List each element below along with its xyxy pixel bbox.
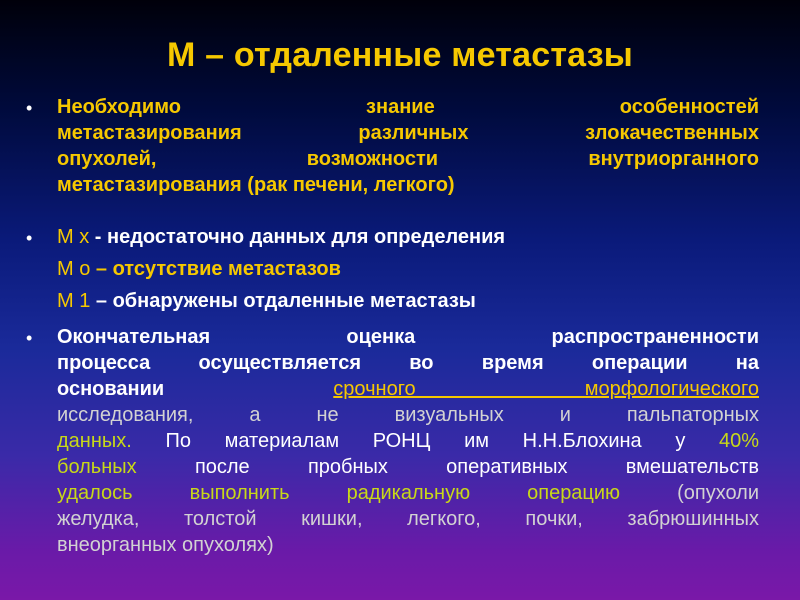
bullet-1-line-4: метастазирования (рак печени, легкого) bbox=[57, 174, 455, 196]
bullet-3-line-7 bbox=[57, 480, 759, 506]
text-40-percent: 40% bbox=[718, 430, 760, 452]
mx-line bbox=[57, 224, 505, 250]
mx-text: недостаточно данных для определения bbox=[107, 226, 506, 248]
m0-text: – отсутствие метастазов bbox=[95, 258, 341, 280]
bullet-3-line-6 bbox=[57, 454, 759, 480]
m0-line bbox=[57, 256, 341, 282]
bullet-1-line-1: Необходимо знание особенностей bbox=[57, 96, 759, 118]
text-osnovanii: основании bbox=[57, 378, 165, 400]
bullet-3-line-4: исследования, а не визуальных и пальпаторных bbox=[57, 404, 759, 426]
slide-title: М – отдаленные метастазы bbox=[166, 36, 634, 74]
bullet-1-line-3: опухолей, возможности внутриорганного bbox=[57, 148, 759, 170]
text-srochnogo: срочного морфологического bbox=[333, 378, 759, 400]
bullet-1-line-2: метастазирования различных злокачественных bbox=[57, 122, 759, 144]
bullet-marker: • bbox=[26, 228, 33, 248]
bullet-3-line-9: внеорганных опухолях) bbox=[57, 534, 274, 556]
mx-code: M x bbox=[57, 226, 90, 248]
bullet-3-line-2: процесса осуществляется во время операции на bbox=[57, 352, 759, 374]
m1-code: M 1 bbox=[57, 290, 91, 312]
bullet-3-line-8: желудка, толстой кишки, легкого, почки, забрюшинных bbox=[57, 508, 759, 530]
bullet-marker: • bbox=[26, 328, 33, 348]
mx-dash: - bbox=[94, 226, 102, 248]
text-po-materialam: По материалам РОНЦ им Н.Н.Блохина у bbox=[165, 430, 686, 452]
bullet-3-line-3 bbox=[57, 376, 759, 402]
text-opuholi: (опухоли bbox=[677, 482, 759, 504]
text-bolnyh: больных bbox=[57, 456, 137, 478]
bullet-marker: • bbox=[26, 98, 33, 118]
text-posle: после пробных оперативных вмешательств bbox=[194, 456, 759, 478]
m1-text: – обнаружены отдаленные метастазы bbox=[95, 290, 476, 312]
m0-code: M o bbox=[57, 258, 91, 280]
text-udalos: удалось выполнить радикальную операцию bbox=[57, 482, 621, 504]
m1-line bbox=[57, 288, 476, 314]
bullet-3-line-1: Окончательная оценка распространенности bbox=[57, 326, 759, 348]
text-dannyh: данных. bbox=[57, 430, 132, 452]
bullet-3-line-5 bbox=[57, 428, 759, 454]
